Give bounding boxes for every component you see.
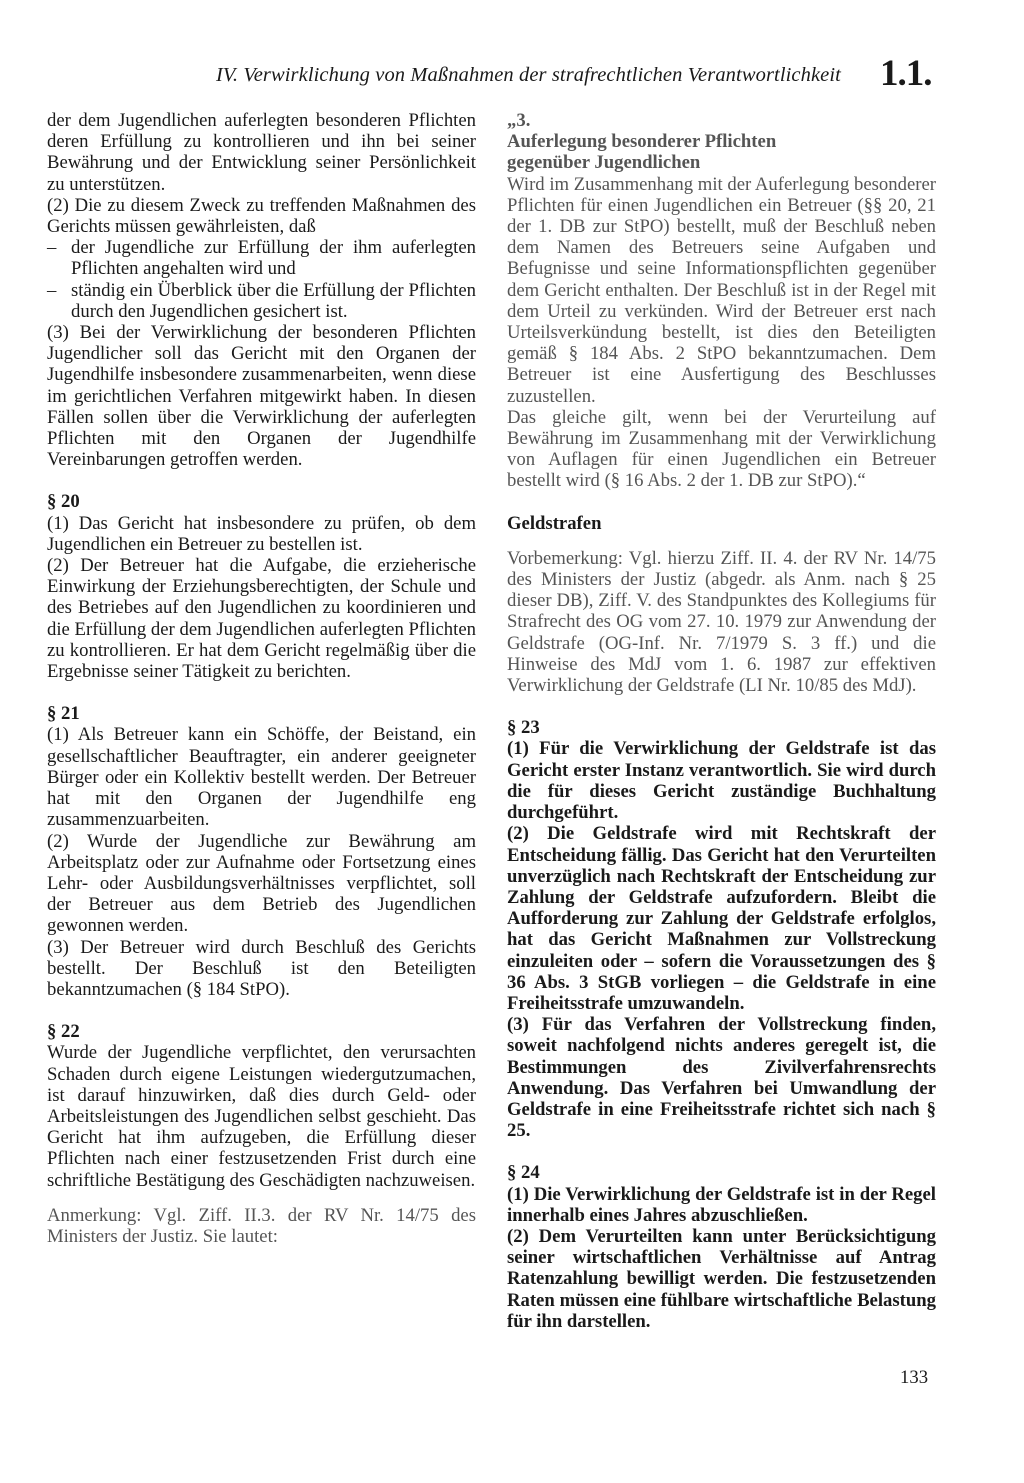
section-20-paragraph-2: (2) Der Betreuer hat die Aufgabe, die erzieherische Einwirkung der Erziehungsberechtigten, der Schule und des Betriebes auf den Jugendlichen zu koordinieren und die Erfüllung der dem Jugendlichen auferlegten Pflichten zu kontrollieren. Er hat dem Gericht regelmäßig über die Ergebnisse seiner Tätigkeit zu berichten. xyxy=(47,555,476,683)
dash-marker: – xyxy=(47,279,57,301)
quote-paragraph-1: Wird im Zusammenhang mit der Auferlegung besonderer Pflichten für einen Jugendlichen ein Betreuer (§§ 20, 21 der 1. DB zur StPO) bestellt, muß der Beschluß neben dem Namen des Betreuers seine Aufgaben und Befugnisse und seine Informationspflichten gegenüber dem Gericht enthalten. Der Beschluß ist in der Regel mit dem Urteil zu verkünden. Wird der Betreuer erst nach Urteilsverkündung bestellt, ist dies den Beteiligten gemäß § 184 Abs. 2 StPO bekanntzumachen. Dem Betreuer ist eine Ausfertigung des Beschlusses zuzustellen. xyxy=(507,173,936,407)
left-column xyxy=(47,110,476,1247)
section-title-20: § 20 xyxy=(47,491,80,513)
section-23-paragraph-2: (2) Die Geldstrafe wird mit Rechtskraft der Entscheidung fällig. Das Gericht hat den Verurteilten unverzüglich nach Rechtskraft der Entscheidung zur Zahlung der Geldstrafe aufzufordern. Bleibt die Aufforderung zur Zahlung der Geldstrafe erfolglos, hat das Gericht Maßnahmen zur Vollstreckung einzuleiten oder – sofern die Voraussetzungen des § 36 Abs. 3 StGB vorliegen – die Geldstrafe in eine Freiheitsstrafe umzuwandeln. xyxy=(507,823,936,1014)
chapter-number: 1.1. xyxy=(880,53,932,94)
preliminary-note: Vorbemerkung: Vgl. hierzu Ziff. II. 4. der RV Nr. 14/75 des Ministers der Justiz (abgedr. als Anm. nach § 25 dieser DB), Ziff. V. des Standpunktes des Kollegiums für Strafrecht des OG vom 27. 10. 1979 zur Anwendung der Geldstrafe (OG-Inf. Nr. 7/1979 S. 3 ff.) und die Hinweise des MdJ vom 1. 6. 1987 zur effektiven Verwirklichung der Geldstrafe (LI Nr. 10/85 des MdJ). xyxy=(507,547,936,697)
quote-title-line-1: Auferlegung besonderer Pflichten xyxy=(507,131,777,153)
section-22-paragraph: Wurde der Jugendliche verpflichtet, den verursachten Schaden durch eigene Leistungen wiedergutzumachen, ist darauf hinzuwirken, daß dies durch Geld- oder Arbeitsleistungen des Jugendlichen selbst geschieht. Das Gericht hat ihm aufzugeben, die Erfüllung dieser Pflichten nach einer festzusetzenden Frist durch eine schriftliche Bestätigung des Geschädigten nachzuweisen. xyxy=(47,1042,476,1191)
section-title-23: § 23 xyxy=(507,717,540,739)
annotation-note: Anmerkung: Vgl. Ziff. II.3. der RV Nr. 14/75 des Ministers der Justiz. Sie lautet: xyxy=(47,1204,476,1247)
obligation-list xyxy=(47,237,476,322)
quote-paragraph-2: Das gleiche gilt, wenn bei der Verurteilung auf Bewährung im Zusammenhang mit der Verwirklichung von Auflagen für einen Jugendlichen ein Betreuer bestellt wird (§ 16 Abs. 2 der 1. DB zur StPO).“ xyxy=(507,406,936,492)
section-21-paragraph-2: (2) Wurde der Jugendliche zur Bewährung am Arbeitsplatz oder zur Aufnahme oder Fortsetzung eines Lehr- oder Ausbildungsverhältnisses verpflichtet, soll der Betreuer aus dem Betrieb des Jugendlichen gewonnen werden. xyxy=(47,830,476,937)
section-24-paragraph-1: (1) Die Verwirklichung der Geldstrafe ist in der Regel innerhalb eines Jahres abzuschließen. xyxy=(507,1183,936,1226)
right-column xyxy=(507,110,936,1332)
section-21-paragraph-1: (1) Als Betreuer kann ein Schöffe, der Beistand, ein gesellschaftlicher Beauftragter, ein anderer geeigneter Bürger oder ein Kollektiv bestellt werden. Der Betreuer hat mit den Organen der Jugendhilfe eng zusammenzuarbeiten. xyxy=(47,724,476,831)
list-item: – der Jugendliche zur Erfüllung der ihm auferlegten Pflichten angehalten wird und xyxy=(47,237,476,280)
quote-number: „3. xyxy=(507,110,531,131)
section-23-paragraph-3: (3) Für das Verfahren der Vollstreckung finden, soweit nachfolgend nichts anderes geregelt ist, die Bestimmungen des Zivilverfahrensrechts Anwendung. Das Verfahren bei Umwandlung der Geldstrafe in eine Freiheitsstrafe richtet sich nach § 25. xyxy=(507,1014,936,1142)
section-title-22: § 22 xyxy=(47,1021,80,1043)
section-title-21: § 21 xyxy=(47,703,80,725)
section-24-paragraph-2: (2) Dem Verurteilten kann unter Berücksichtigung seiner wirtschaftlichen Verhältnisse auf Antrag Ratenzahlung bewilligt werden. Die festzusetzenden Raten müssen eine fühlbare wirtschaftliche Belastung für ihn darstellen. xyxy=(507,1225,936,1332)
list-item: – ständig ein Überblick über die Erfüllung der Pflichten durch den Jugendlichen gesichert ist. xyxy=(47,279,476,322)
running-header: IV. Verwirklichung von Maßnahmen der strafrechtlichen Verantwortlichkeit xyxy=(216,64,841,86)
paragraph-3: (3) Bei der Verwirklichung der besonderen Pflichten Jugendlicher soll das Gericht mit den Organen der Jugendhilfe insbesondere zusammenarbeiten, wenn diese im gerichtlichen Verfahren mitgewirkt haben. In diesen Fällen sollen über die Verwirklichung der auferlegten Pflichten mit den Organen der Jugendhilfe Vereinbarungen getroffen werden. xyxy=(47,322,476,471)
page-number: 133 xyxy=(900,1367,929,1388)
section-heading-geldstrafen: Geldstrafen xyxy=(507,512,602,534)
section-20-paragraph-1: (1) Das Gericht hat insbesondere zu prüfen, ob dem Jugendlichen ein Betreuer zu bestellen ist. xyxy=(47,512,476,555)
intro-paragraph: der dem Jugendlichen auferlegten besonderen Pflichten deren Erfüllung zu kontrollieren und ihn bei seiner Bewährung und der Entwicklung seiner Persönlichkeit zu unterstützen. xyxy=(47,110,476,195)
dash-marker: – xyxy=(47,237,57,259)
quote-title-line-2: gegenüber Jugendlichen xyxy=(507,152,701,174)
section-title-24: § 24 xyxy=(507,1162,540,1184)
section-23-paragraph-1: (1) Für die Verwirklichung der Geldstrafe ist das Gericht erster Instanz verantwortlich. Sie wird durch die für dieses Gericht zuständige Buchhaltung durchgeführt. xyxy=(507,738,936,824)
section-21-paragraph-3: (3) Der Betreuer wird durch Beschluß des Gerichts bestellt. Der Beschluß ist den Beteiligten bekanntzumachen (§ 184 StPO). xyxy=(47,936,476,1000)
paragraph-2-intro: (2) Die zu diesem Zweck zu treffenden Maßnahmen des Gerichts müssen gewährleisten, daß xyxy=(47,194,476,238)
